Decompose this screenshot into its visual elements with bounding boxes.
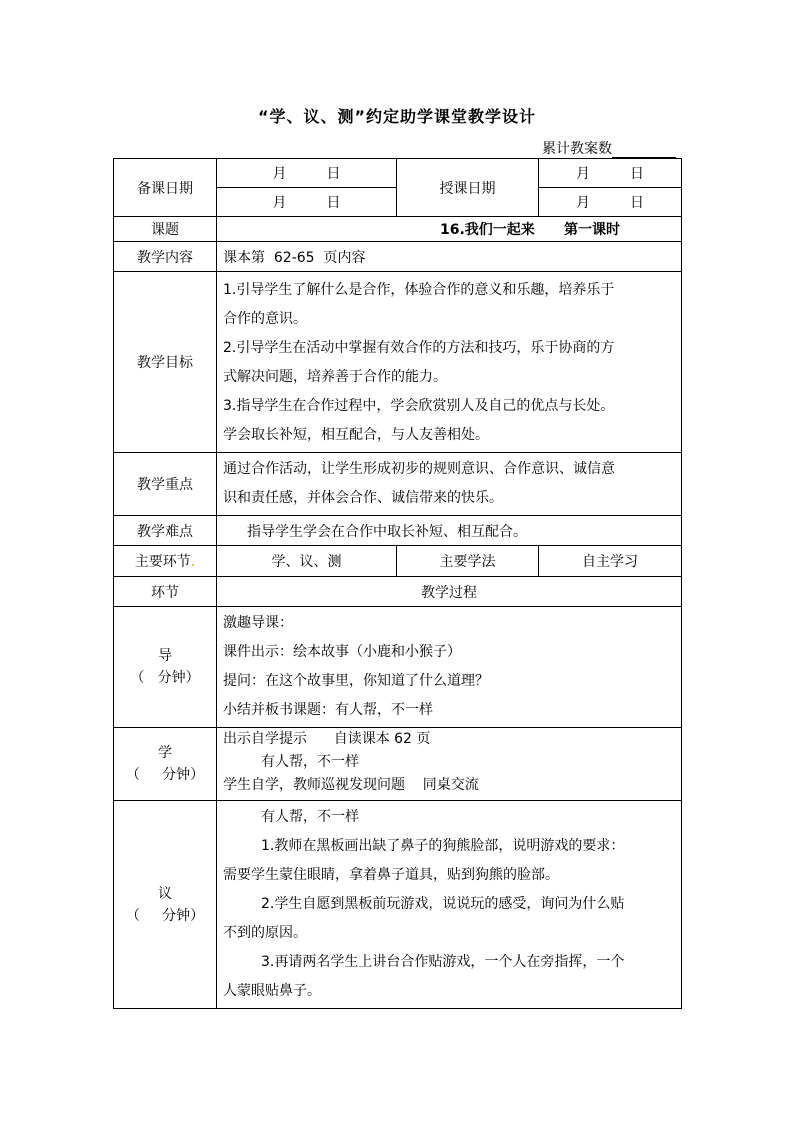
difficulty-value: 指导学生学会在合作中取长补短、相互配合。 bbox=[217, 516, 682, 546]
process-header-row bbox=[114, 577, 682, 607]
section-line: 小结并板书课题：有人帮，不一样 bbox=[223, 702, 433, 718]
focus-row bbox=[114, 453, 682, 516]
difficulty-row bbox=[114, 516, 682, 546]
section-line: 有人帮，不一样 bbox=[261, 809, 359, 825]
goals-line: 式解决问题，培养善于合作的能力。 bbox=[223, 369, 447, 385]
teach-date-cell-2[interactable]: 月 日 bbox=[539, 188, 682, 217]
date-row-1 bbox=[114, 159, 682, 188]
section-line: 人蒙眼贴鼻子。 bbox=[223, 983, 321, 999]
section-line: 有人帮，不一样 bbox=[261, 754, 359, 770]
section-line: 不到的原因。 bbox=[223, 925, 307, 941]
section-dao-content bbox=[217, 607, 682, 728]
focus-line: 识和责任感，并体会合作、诚信带来的快乐。 bbox=[223, 490, 503, 506]
section-line: 1.教师在黑板画出缺了鼻子的狗熊脸部，说明游戏的要求： bbox=[261, 838, 625, 854]
main-step-row bbox=[114, 546, 682, 577]
goals-line: 合作的意识。 bbox=[223, 311, 307, 327]
section-line: 学生自学，教师巡视发现问题 同桌交流 bbox=[223, 777, 479, 793]
goals-row bbox=[114, 272, 682, 453]
section-line: 2.学生自愿到黑板前玩游戏，说说玩的感受，询问为什么贴 bbox=[261, 896, 625, 912]
section-xue-row bbox=[114, 728, 682, 801]
section-yi-label: 议 （ 分钟） bbox=[114, 801, 217, 1009]
teach-date-label: 授课日期 bbox=[397, 159, 539, 217]
lesson-count-blank[interactable] bbox=[612, 143, 676, 158]
section-line: 课件出示：绘本故事（小鹿和小猴子） bbox=[223, 644, 461, 660]
lesson-count-label: 累计教案数 bbox=[542, 141, 612, 157]
goals-line: 3.指导学生在合作过程中，学会欣赏别人及自己的优点与长处。 bbox=[223, 398, 615, 414]
section-dao-label: 导 （ 分钟） bbox=[114, 607, 217, 728]
process-label: 教学过程 bbox=[217, 577, 682, 607]
goals-label: 教学目标 bbox=[114, 272, 217, 453]
focus-label: 教学重点 bbox=[114, 453, 217, 516]
section-line: 激趣导课： bbox=[223, 615, 293, 631]
lesson-plan-table bbox=[113, 158, 682, 1009]
teach-date-cell-1[interactable]: 月 日 bbox=[539, 159, 682, 188]
prep-date-label: 备课日期 bbox=[114, 159, 217, 217]
content-value: 课本第 62-65 页内容 bbox=[217, 242, 682, 272]
prep-date-cell-1[interactable]: 月 日 bbox=[217, 159, 397, 188]
section-yi-content bbox=[217, 801, 682, 1009]
section-line: 需要学生蒙住眼睛，拿着鼻子道具，贴到狗熊的脸部。 bbox=[223, 867, 559, 883]
content-label: 教学内容 bbox=[114, 242, 217, 272]
goals-line: 2.引导学生在活动中掌握有效合作的方法和技巧，乐于协商的方 bbox=[223, 340, 615, 356]
section-xue-content bbox=[217, 728, 682, 801]
document-title: “学、议、测”约定助学课堂教学设计 bbox=[257, 107, 537, 126]
main-method-value: 自主学习 bbox=[539, 546, 682, 577]
lesson-count bbox=[542, 138, 676, 158]
content-row bbox=[114, 242, 682, 272]
main-step-label: 主要环节. bbox=[114, 546, 217, 577]
section-line: 出示自学提示 自读课本 62 页 bbox=[223, 731, 431, 747]
step-label: 环节 bbox=[114, 577, 217, 607]
section-dao-row bbox=[114, 607, 682, 728]
goals-text bbox=[217, 272, 682, 453]
topic-label: 课题 bbox=[114, 217, 217, 242]
focus-text bbox=[217, 453, 682, 516]
topic-row bbox=[114, 217, 682, 242]
section-line: 提问：在这个故事里，你知道了什么道理？ bbox=[223, 673, 489, 689]
section-xue-label: 学 （ 分钟） bbox=[114, 728, 217, 801]
main-step-value: 学、议、测 bbox=[217, 546, 397, 577]
section-yi-row bbox=[114, 801, 682, 1009]
topic-value: 16.我们一起来 第一课时 bbox=[217, 217, 682, 242]
goals-line: 学会取长补短，相互配合，与人友善相处。 bbox=[223, 427, 489, 443]
section-line: 3.再请两名学生上讲台合作贴游戏，一个人在旁指挥，一个 bbox=[261, 954, 625, 970]
difficulty-label: 教学难点 bbox=[114, 516, 217, 546]
focus-line: 通过合作活动，让学生形成初步的规则意识、合作意识、诚信意 bbox=[223, 461, 615, 477]
main-method-label: 主要学法 bbox=[397, 546, 539, 577]
prep-date-cell-2[interactable]: 月 日 bbox=[217, 188, 397, 217]
goals-line: 1.引导学生了解什么是合作，体验合作的意义和乐趣，培养乐于 bbox=[223, 282, 615, 298]
